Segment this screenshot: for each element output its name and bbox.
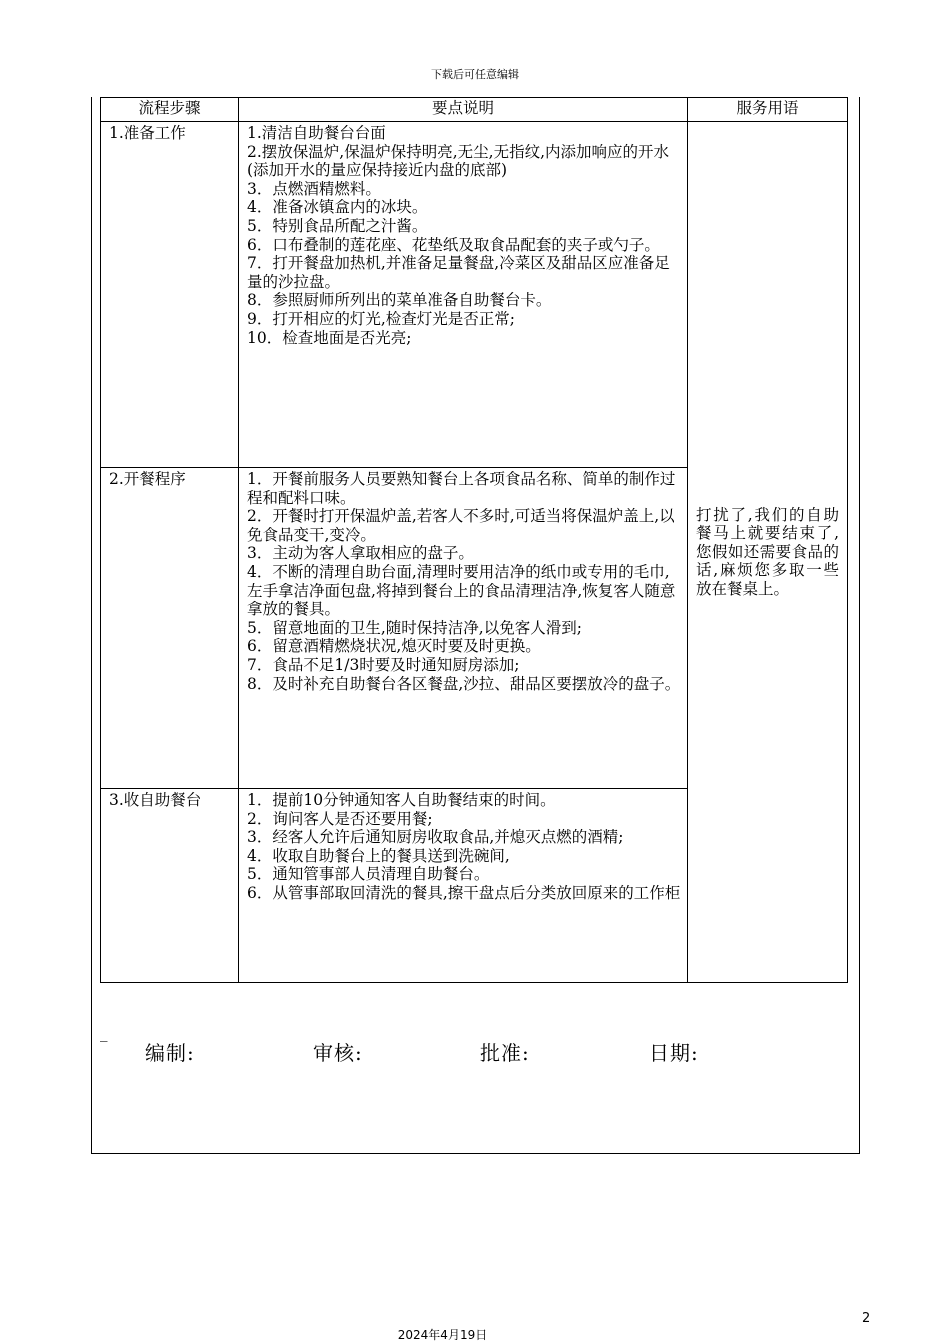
table-row — [101, 122, 848, 468]
service-phrase-cell: 打扰了,我们的自助餐马上就要结束了,您假如还需要食品的话,麻烦您多取一些放在餐桌上。 — [688, 122, 848, 983]
point-item: 1.清洁自助餐台台面 — [247, 124, 386, 142]
process-table — [100, 97, 848, 983]
points-cell — [239, 468, 688, 789]
signature-approved: 批准: — [480, 1041, 530, 1065]
signature-date: 日期: — [649, 1041, 699, 1065]
point-item: 2.摆放保温炉,保温炉保持明亮,无尘,无指纹,内添加响应的开水(添加开水的量应保持接近内盘的底部) — [247, 142, 669, 180]
point-item: 4．准备冰镇盒内的冰块。 — [247, 198, 428, 217]
header-points: 要点说明 — [239, 98, 688, 122]
signature-compiled: 编制: — [145, 1041, 195, 1065]
header-step: 流程步骤 — [101, 98, 239, 122]
point-item: 7．食品不足1/3时要及时通知厨房添加; — [247, 655, 520, 674]
point-item: 4．收取自助餐台上的餐具送到洗碗间, — [247, 846, 510, 865]
point-item: 5．通知管事部人员清理自助餐台。 — [247, 865, 490, 884]
header-note: 下载后可任意编辑 — [431, 68, 519, 81]
step-cell: 3.收自助餐台 — [101, 789, 239, 983]
step-cell: 2.开餐程序 — [101, 468, 239, 789]
signature-reviewed: 审核: — [313, 1041, 363, 1065]
point-item: 6．从管事部取回清洗的餐具,擦干盘点后分类放回原来的工作柜 — [247, 883, 681, 902]
dash-mark: _ — [100, 1024, 108, 1042]
page-number: 2 — [862, 1311, 871, 1326]
point-item: 2．询问客人是否还要用餐; — [247, 809, 433, 828]
point-item: 6．留意酒精燃烧状况,熄灭时要及时更换。 — [247, 637, 541, 656]
footer-date: 2024年4月19日 — [397, 1328, 488, 1342]
point-item: 9．打开相应的灯光,检查灯光是否正常; — [247, 309, 516, 328]
point-item: 1．开餐前服务人员要熟知餐台上各项食品名称、简单的制作过程和配料口味。 — [247, 470, 676, 507]
header-phrase: 服务用语 — [688, 98, 848, 122]
point-item: 7．打开餐盘加热机,并准备足量餐盘,冷菜区及甜品区应准备足量的沙拉盘。 — [247, 254, 670, 291]
point-item: 5．留意地面的卫生,随时保持洁净,以免客人滑到; — [247, 618, 582, 637]
point-item: 10．检查地面是否光亮; — [247, 328, 412, 347]
step-cell: 1.准备工作 — [101, 122, 239, 468]
points-cell — [239, 789, 688, 983]
point-item: 2．开餐时打开保温炉盖,若客人不多时,可适当将保温炉盖上,以免食品变干,变冷。 — [247, 507, 675, 544]
point-item: 4．不断的清理自助台面,清理时要用洁净的纸巾或专用的毛巾,左手拿洁净面包盘,将掉到餐台上的食品清理洁净,恢复客人随意拿放的餐具。 — [247, 562, 676, 619]
point-item: 3．经客人允许后通知厨房收取食品,并熄灭点燃的酒精; — [247, 828, 624, 847]
table-header-row — [101, 98, 848, 122]
point-item: 8．及时补充自助餐台各区餐盘,沙拉、甜品区要摆放冷的盘子。 — [247, 674, 681, 693]
point-item: 1．提前10分钟通知客人自助餐结束的时间。 — [247, 791, 556, 809]
points-cell — [239, 122, 688, 468]
point-item: 8．参照厨师所列出的菜单准备自助餐台卡。 — [247, 291, 552, 310]
point-item: 3．点燃酒精燃料。 — [247, 179, 381, 198]
point-item: 6．口布叠制的莲花座、花垫纸及取食品配套的夹子或勺子。 — [247, 235, 660, 254]
point-item: 5．特别食品所配之汁酱。 — [247, 216, 428, 235]
point-item: 3．主动为客人拿取相应的盘子。 — [247, 544, 474, 563]
